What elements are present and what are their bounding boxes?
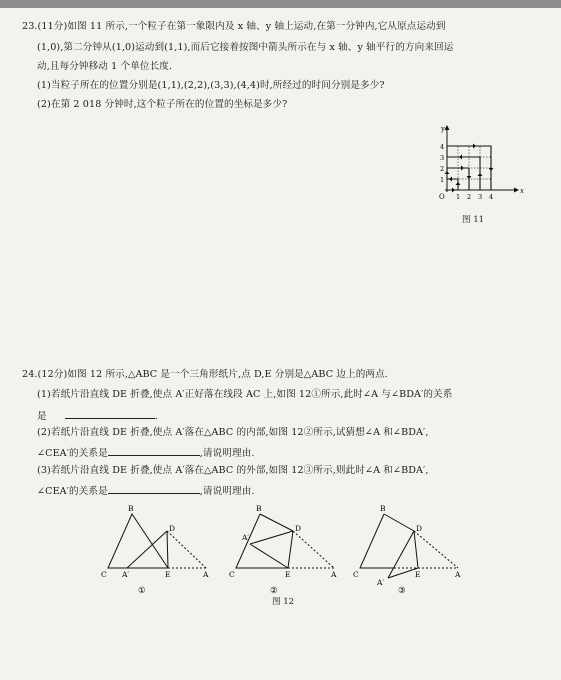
label-a-prime: A′ — [122, 570, 130, 579]
segment-da1 — [250, 531, 293, 544]
label-a-prime: A′ — [377, 578, 385, 587]
segment-bd — [260, 514, 293, 531]
figure-label-2: ② — [270, 586, 278, 596]
fold-line-de — [414, 531, 418, 568]
label-d: D — [169, 524, 176, 533]
label-b: B — [128, 504, 134, 513]
label-a: A — [331, 570, 337, 579]
label-a-prime: A′ — [242, 533, 250, 542]
label-d: D — [416, 524, 423, 533]
q24-line-1: 24.(12分)如图 12 所示,△ABC 是一个三角形纸片,点 D,E 分别是△ABC 边上的两点. — [22, 369, 388, 380]
figure-12-2-fold-inside — [228, 505, 338, 595]
q23-part-2: (2)在第 2 018 分钟时,这个粒子所在的位置的坐标是多少? — [37, 99, 288, 110]
q24-part-2-line-1: (2)若纸片沿直线 DE 折叠,使点 A′落在△ABC 的内部,如图 12②所示,试猜想∠A 和∠BDA′, — [37, 427, 429, 438]
q24-part-2-prefix: ∠CEA′的关系是 — [37, 448, 108, 459]
origin-label: O — [439, 193, 445, 201]
x-tick-4: 4 — [489, 193, 494, 201]
original-segment-da — [414, 531, 458, 568]
label-c: C — [101, 570, 107, 579]
q24-part-3-line-2 — [37, 484, 255, 498]
original-segment-da — [293, 531, 334, 568]
label-c: C — [353, 570, 359, 579]
x-tick-2: 2 — [467, 193, 472, 201]
y-tick-2: 2 — [440, 165, 445, 173]
triangle-abc-remaining — [360, 514, 394, 568]
label-b: B — [256, 504, 262, 513]
q24-part-1-suffix: . — [154, 411, 158, 422]
q23-part-1: (1)当粒子所在的位置分别是(1,1),(2,2),(3,3),(4,4)时,所经过的时间分别是多少? — [37, 80, 385, 91]
label-a: A — [455, 570, 461, 579]
label-e: E — [415, 570, 421, 579]
x-tick-3: 3 — [478, 193, 483, 201]
y-tick-4: 4 — [440, 143, 445, 151]
q24-part-2-suffix: ,请说明理由. — [199, 448, 255, 459]
label-d: D — [295, 524, 302, 533]
y-tick-3: 3 — [440, 154, 445, 162]
triangle-abc-folded — [108, 514, 168, 568]
y-tick-1: 1 — [440, 176, 445, 184]
label-b: B — [380, 504, 386, 513]
q24-part-3-suffix: ,请说明理由. — [199, 486, 255, 497]
q24-answer-blank-3[interactable] — [108, 484, 200, 494]
label-e: E — [165, 570, 171, 579]
original-segment-da — [167, 531, 206, 568]
y-axis-label: y — [441, 125, 445, 133]
x-tick-1: 1 — [456, 193, 461, 201]
q24-answer-blank-2[interactable] — [108, 446, 200, 456]
q24-part-1-line-1: (1)若纸片沿直线 DE 折叠,使点 A′正好落在线段 AC 上,如图 12①所示,此时∠A 与∠BDA′的关系 — [37, 389, 453, 400]
scan-top-band — [0, 0, 561, 8]
q23-line-1: 23.(11分)如图 11 所示,一个粒子在第一象限内及 x 轴、y 轴上运动,在第一分钟内,它从原点运动到 — [22, 21, 446, 32]
figure-12-3-fold-outside — [352, 505, 472, 595]
figure-label-1: ① — [138, 586, 146, 596]
fold-line-de — [167, 531, 168, 568]
segment-bd — [384, 514, 414, 531]
q24-part-1-prefix: 是 — [37, 411, 47, 422]
q24-part-1-line-2 — [37, 409, 158, 423]
q24-part-2-line-2 — [37, 446, 255, 460]
fold-line-de — [288, 531, 293, 568]
x-axis-label: x — [520, 187, 524, 195]
label-c: C — [229, 570, 235, 579]
figure-label-3: ③ — [398, 586, 406, 596]
segment-a1e — [250, 544, 288, 568]
label-e: E — [285, 570, 291, 579]
figure-11-caption: 图 11 — [462, 215, 485, 225]
figure-12-1-fold-on-ac — [100, 505, 210, 595]
q24-answer-blank-1[interactable] — [65, 409, 155, 419]
figure-11-particle-grid — [430, 118, 550, 218]
figure-12-caption: 图 12 — [272, 597, 295, 607]
label-a: A — [203, 570, 209, 579]
q24-part-3-prefix: ∠CEA′的关系是 — [37, 486, 108, 497]
q23-line-3: 动,且每分钟移动 1 个单位长度. — [37, 61, 173, 72]
q24-part-3-line-1: (3)若纸片沿直线 DE 折叠,使点 A′落在△ABC 的外部,如图 12③所示,则此时∠A 和∠BDA′, — [37, 465, 429, 476]
q23-line-2: (1,0),第二分钟从(1,0)运动到(1,1),而后它接着按图中箭头所示在与 x 轴、y 轴平行的方向来回运 — [37, 42, 454, 53]
